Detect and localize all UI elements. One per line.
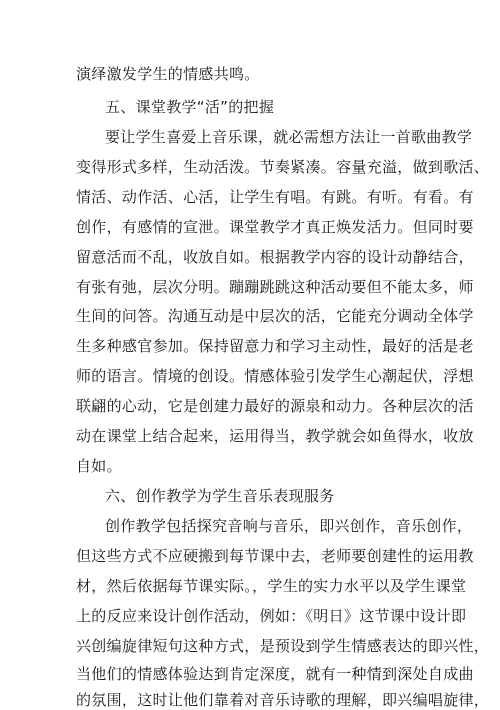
paragraph-line: 当他们的情感体验达到肯定深度，就有一种情到深处自成曲	[76, 665, 474, 683]
paragraph-line: 创作，有感情的宣泄。课堂教学才真正焕发活力。但同时要	[76, 218, 474, 236]
paragraph-line: 兴创编旋律短句这种方式，是预设到学生情感表达的即兴性，	[76, 637, 490, 655]
paragraph-line: 联翩的心动，它是创建力最好的源泉和动力。各种层次的活	[76, 397, 474, 415]
paragraph-line: 师的语言。情境的创设。情感体验引发学生心潮起伏，浮想	[76, 367, 474, 385]
paragraph-line: 留意活而不乱，收放自如。根据教学内容的设计动静结合，	[76, 248, 474, 266]
section-heading: 五、课堂教学“活”的把握	[105, 98, 275, 116]
paragraph-line: 自如。	[76, 457, 122, 475]
paragraph-line: 生多种感官参加。保持留意力和学习主动性，最好的活是老	[76, 337, 474, 355]
paragraph-line: 要让学生喜爱上音乐课，就必需想方法让一首歌曲教学	[105, 128, 473, 146]
paragraph-line: 变得形式多样，生动活泼。节奏紧凑。容量充溢，做到歌活、	[76, 158, 490, 176]
paragraph-line: 动在课堂上结合起来，运用得当，教学就会如鱼得水，收放	[76, 427, 474, 445]
section-heading: 六、创作教学为学生音乐表现服务	[105, 487, 335, 505]
paragraph-line: 演绎激发学生的情感共鸣。	[76, 65, 260, 83]
paragraph-line: 的氛围，这时让他们靠着对音乐诗歌的理解，即兴编唱旋律，	[76, 691, 490, 709]
paragraph-line: 创作教学包括探究音响与音乐，即兴创作，音乐创作，	[105, 517, 473, 535]
paragraph-line: 材，然后依据每节课实际。，学生的实力水平以及学生课堂	[76, 577, 467, 595]
paragraph-line: 有张有弛，层次分明。蹦蹦跳跳这种活动要但不能太多，师	[76, 278, 474, 296]
paragraph-line: 但这些方式不应硬搬到每节课中去，老师要创建性的运用教	[76, 547, 474, 565]
paragraph-line: 上的反应来设计创作活动，例如：《明日》这节课中设计即	[76, 607, 467, 625]
paragraph-line: 情活、动作活、心活，让学生有唱。有跳。有听。有看。有	[76, 188, 474, 206]
paragraph-line: 生间的问答。沟通互动是中层次的活，它能充分调动全体学	[76, 307, 474, 325]
